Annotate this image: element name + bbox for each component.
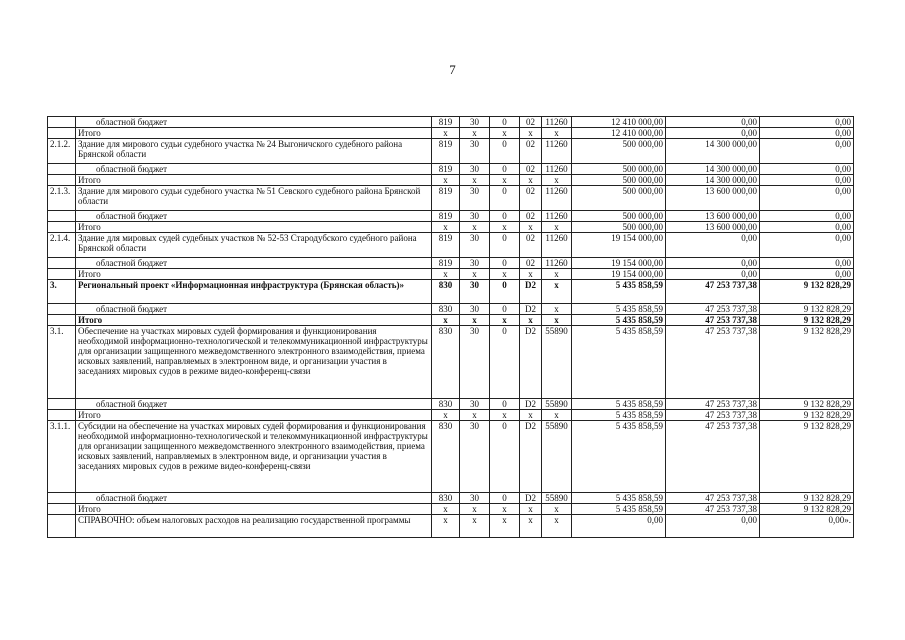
row-name-cell: Здание для мирового судьи судебного участка № 24 Выгоничского судебного района Брянской области [76, 139, 432, 164]
code-project-cell: х [520, 515, 542, 538]
code-section-cell: 30 [460, 280, 490, 304]
year2-amount-cell: 47 253 737,38 [666, 280, 760, 304]
row-name-cell: СПРАВОЧНО: объем налоговых расходов на реализацию государственной программы [76, 515, 432, 538]
code-direction-cell: х [542, 515, 572, 538]
code-subsection-cell: 0 [490, 139, 520, 164]
year3-amount-cell: 0,00 [760, 269, 854, 280]
year2-amount-cell: 47 253 737,38 [666, 410, 760, 421]
code-subsection-cell: х [490, 410, 520, 421]
year3-amount-cell: 0,00 [760, 175, 854, 186]
row-number-cell [48, 315, 76, 326]
table-row [48, 128, 854, 139]
row-number-cell [48, 128, 76, 139]
code-project-cell: 02 [520, 233, 542, 258]
table-row [48, 258, 854, 269]
row-number-cell [48, 304, 76, 315]
code-gp-cell: 819 [432, 117, 460, 128]
code-subsection-cell: х [490, 504, 520, 515]
year3-amount-cell: 9 132 828,29 [760, 493, 854, 504]
code-section-cell: х [460, 222, 490, 233]
row-name-cell: областной бюджет [76, 399, 432, 410]
code-direction-cell: х [542, 410, 572, 421]
code-section-cell: 30 [460, 139, 490, 164]
code-direction-cell: 11260 [542, 233, 572, 258]
table-row [48, 515, 854, 538]
row-name-cell: Итого [76, 128, 432, 139]
table-row [48, 186, 854, 211]
code-section-cell: х [460, 269, 490, 280]
code-subsection-cell: 0 [490, 164, 520, 175]
code-section-cell: 30 [460, 211, 490, 222]
code-project-cell: D2 [520, 399, 542, 410]
code-section-cell: 30 [460, 186, 490, 211]
year1-amount-cell: 500 000,00 [572, 164, 666, 175]
code-section-cell: х [460, 410, 490, 421]
code-subsection-cell: 0 [490, 211, 520, 222]
year2-amount-cell: 14 300 000,00 [666, 175, 760, 186]
year1-amount-cell: 5 435 858,59 [572, 280, 666, 304]
row-number-cell [48, 258, 76, 269]
year1-amount-cell: 500 000,00 [572, 175, 666, 186]
code-gp-cell: 830 [432, 304, 460, 315]
code-direction-cell: х [542, 128, 572, 139]
year3-amount-cell: 9 132 828,29 [760, 326, 854, 399]
code-subsection-cell: х [490, 222, 520, 233]
code-section-cell: 30 [460, 164, 490, 175]
table-row [48, 117, 854, 128]
code-project-cell: х [520, 315, 542, 326]
code-gp-cell: 819 [432, 164, 460, 175]
code-section-cell: х [460, 175, 490, 186]
year2-amount-cell: 0,00 [666, 128, 760, 139]
code-gp-cell: х [432, 222, 460, 233]
year1-amount-cell: 12 410 000,00 [572, 117, 666, 128]
row-name-cell: Итого [76, 410, 432, 421]
code-project-cell: х [520, 175, 542, 186]
code-direction-cell: х [542, 304, 572, 315]
code-section-cell: 30 [460, 258, 490, 269]
code-gp-cell: х [432, 410, 460, 421]
code-direction-cell: 11260 [542, 258, 572, 269]
code-project-cell: D2 [520, 280, 542, 304]
row-name-cell: Здание для мирового судьи судебного участка № 51 Севского судебного района Брянской области [76, 186, 432, 211]
row-name-cell: Итого [76, 504, 432, 515]
code-gp-cell: х [432, 315, 460, 326]
code-gp-cell: х [432, 128, 460, 139]
code-project-cell: 02 [520, 164, 542, 175]
year2-amount-cell: 14 300 000,00 [666, 164, 760, 175]
table-row [48, 493, 854, 504]
year2-amount-cell: 47 253 737,38 [666, 399, 760, 410]
row-number-cell: 2.1.3. [48, 186, 76, 211]
row-name-cell: областной бюджет [76, 493, 432, 504]
row-number-cell [48, 117, 76, 128]
page-number: 7 [449, 62, 456, 77]
year1-amount-cell: 5 435 858,59 [572, 504, 666, 515]
code-section-cell: 30 [460, 493, 490, 504]
table-row [48, 211, 854, 222]
code-section-cell: х [460, 515, 490, 538]
year2-amount-cell: 47 253 737,38 [666, 315, 760, 326]
code-subsection-cell: 0 [490, 258, 520, 269]
code-direction-cell: 11260 [542, 139, 572, 164]
code-gp-cell: 819 [432, 233, 460, 258]
code-subsection-cell: 0 [490, 326, 520, 399]
code-gp-cell: 830 [432, 493, 460, 504]
row-name-cell: Итого [76, 315, 432, 326]
year1-amount-cell: 19 154 000,00 [572, 269, 666, 280]
code-direction-cell: х [542, 504, 572, 515]
table-row [48, 222, 854, 233]
code-project-cell: х [520, 410, 542, 421]
code-gp-cell: 819 [432, 211, 460, 222]
year1-amount-cell: 5 435 858,59 [572, 315, 666, 326]
code-gp-cell: 830 [432, 421, 460, 493]
year1-amount-cell: 500 000,00 [572, 139, 666, 164]
year3-amount-cell: 0,00 [760, 211, 854, 222]
year1-amount-cell: 500 000,00 [572, 211, 666, 222]
row-name-cell: областной бюджет [76, 258, 432, 269]
year2-amount-cell: 47 253 737,38 [666, 493, 760, 504]
table-row [48, 280, 854, 304]
code-subsection-cell: х [490, 128, 520, 139]
code-direction-cell: х [542, 280, 572, 304]
year2-amount-cell: 47 253 737,38 [666, 421, 760, 493]
row-number-cell [48, 504, 76, 515]
code-project-cell: 02 [520, 117, 542, 128]
row-number-cell: 3.1. [48, 326, 76, 399]
year3-amount-cell: 0,00 [760, 186, 854, 211]
code-subsection-cell: х [490, 269, 520, 280]
year3-amount-cell: 0,00 [760, 233, 854, 258]
row-name-cell: Итого [76, 175, 432, 186]
code-subsection-cell: х [490, 175, 520, 186]
row-name-cell: областной бюджет [76, 164, 432, 175]
code-section-cell: 30 [460, 421, 490, 493]
row-name-cell: областной бюджет [76, 117, 432, 128]
year3-amount-cell: 0,00 [760, 139, 854, 164]
table-row [48, 175, 854, 186]
code-direction-cell: х [542, 175, 572, 186]
code-direction-cell: 11260 [542, 164, 572, 175]
year3-amount-cell: 9 132 828,29 [760, 504, 854, 515]
code-section-cell: х [460, 315, 490, 326]
code-gp-cell: х [432, 175, 460, 186]
row-number-cell: 2.1.4. [48, 233, 76, 258]
table-row [48, 304, 854, 315]
row-name-cell: Субсидии на обеспечение на участках мировых судей формирования и функционирования необходимой информационно-технологической и телекоммуникационной инфраструктуры для организации защищенного межведомственного электронного взаимодействия, приема исковых заявлений, направляемых в электронном виде, и организации участия в заседаниях мировых судов в режиме видео-конференц-связи [76, 421, 432, 493]
year1-amount-cell: 19 154 000,00 [572, 258, 666, 269]
year2-amount-cell: 0,00 [666, 117, 760, 128]
code-gp-cell: х [432, 515, 460, 538]
year3-amount-cell: 0,00». [760, 515, 854, 538]
year3-amount-cell: 9 132 828,29 [760, 399, 854, 410]
code-subsection-cell: 0 [490, 304, 520, 315]
code-section-cell: х [460, 128, 490, 139]
row-number-cell [48, 399, 76, 410]
code-direction-cell: 55890 [542, 493, 572, 504]
code-subsection-cell: 0 [490, 186, 520, 211]
table-row [48, 326, 854, 399]
table-row [48, 315, 854, 326]
row-name-cell: Региональный проект «Информационная инфраструктура (Брянская область)» [76, 280, 432, 304]
year2-amount-cell: 47 253 737,38 [666, 326, 760, 399]
code-gp-cell: х [432, 504, 460, 515]
table-row [48, 164, 854, 175]
table-row [48, 139, 854, 164]
budget-table [47, 116, 854, 538]
table-row [48, 233, 854, 258]
year1-amount-cell: 5 435 858,59 [572, 410, 666, 421]
year2-amount-cell: 13 600 000,00 [666, 211, 760, 222]
year1-amount-cell: 5 435 858,59 [572, 493, 666, 504]
year2-amount-cell: 0,00 [666, 258, 760, 269]
row-name-cell: Обеспечение на участках мировых судей формирования и функционирования необходимой информационно-технологической и телекоммуникационной инфраструктуры для организации защищенного межведомственного электронного взаимодействия, приема исковых заявлений, направляемых в электронном виде, и организации участия в заседаниях мировых судов в режиме видео-конференц-связи [76, 326, 432, 399]
year1-amount-cell: 19 154 000,00 [572, 233, 666, 258]
row-name-cell: Итого [76, 269, 432, 280]
code-gp-cell: 819 [432, 139, 460, 164]
code-subsection-cell: х [490, 515, 520, 538]
code-direction-cell: х [542, 269, 572, 280]
year1-amount-cell: 5 435 858,59 [572, 399, 666, 410]
code-project-cell: 02 [520, 139, 542, 164]
code-direction-cell: х [542, 222, 572, 233]
table-row [48, 410, 854, 421]
code-project-cell: х [520, 222, 542, 233]
code-section-cell: 30 [460, 326, 490, 399]
row-name-cell: областной бюджет [76, 304, 432, 315]
year1-amount-cell: 500 000,00 [572, 186, 666, 211]
year2-amount-cell: 0,00 [666, 269, 760, 280]
code-direction-cell: 55890 [542, 399, 572, 410]
row-number-cell [48, 164, 76, 175]
code-subsection-cell: х [490, 315, 520, 326]
row-number-cell [48, 410, 76, 421]
row-name-cell: областной бюджет [76, 211, 432, 222]
row-number-cell: 3. [48, 280, 76, 304]
year1-amount-cell: 500 000,00 [572, 222, 666, 233]
table-row [48, 504, 854, 515]
code-gp-cell: 819 [432, 258, 460, 269]
code-section-cell: х [460, 504, 490, 515]
row-number-cell [48, 222, 76, 233]
row-number-cell [48, 211, 76, 222]
code-section-cell: 30 [460, 399, 490, 410]
code-section-cell: 30 [460, 304, 490, 315]
year3-amount-cell: 9 132 828,29 [760, 304, 854, 315]
table-row [48, 399, 854, 410]
year1-amount-cell: 5 435 858,59 [572, 304, 666, 315]
row-number-cell [48, 175, 76, 186]
code-project-cell: 02 [520, 211, 542, 222]
year1-amount-cell: 5 435 858,59 [572, 421, 666, 493]
year1-amount-cell: 12 410 000,00 [572, 128, 666, 139]
year3-amount-cell: 9 132 828,29 [760, 280, 854, 304]
year3-amount-cell: 0,00 [760, 164, 854, 175]
code-gp-cell: х [432, 269, 460, 280]
year2-amount-cell: 47 253 737,38 [666, 304, 760, 315]
code-section-cell: 30 [460, 117, 490, 128]
code-project-cell: D2 [520, 421, 542, 493]
code-project-cell: D2 [520, 493, 542, 504]
code-subsection-cell: 0 [490, 493, 520, 504]
code-project-cell: х [520, 504, 542, 515]
year1-amount-cell: 0,00 [572, 515, 666, 538]
row-number-cell: 2.1.2. [48, 139, 76, 164]
row-number-cell: 3.1.1. [48, 421, 76, 493]
code-subsection-cell: 0 [490, 280, 520, 304]
year3-amount-cell: 0,00 [760, 258, 854, 269]
code-gp-cell: 819 [432, 186, 460, 211]
table-body [48, 117, 854, 538]
row-number-cell [48, 493, 76, 504]
code-subsection-cell: 0 [490, 399, 520, 410]
year3-amount-cell: 9 132 828,29 [760, 315, 854, 326]
code-direction-cell: 11260 [542, 186, 572, 211]
row-number-cell [48, 515, 76, 538]
code-direction-cell: х [542, 315, 572, 326]
year2-amount-cell: 0,00 [666, 515, 760, 538]
table-row [48, 269, 854, 280]
year2-amount-cell: 13 600 000,00 [666, 222, 760, 233]
code-project-cell: 02 [520, 186, 542, 211]
code-direction-cell: 55890 [542, 421, 572, 493]
code-project-cell: 02 [520, 258, 542, 269]
code-section-cell: 30 [460, 233, 490, 258]
year2-amount-cell: 13 600 000,00 [666, 186, 760, 211]
code-gp-cell: 830 [432, 280, 460, 304]
code-direction-cell: 11260 [542, 211, 572, 222]
row-name-cell: Здание для мировых судей судебных участков № 52-53 Стародубского судебного района Брянской области [76, 233, 432, 258]
code-project-cell: х [520, 128, 542, 139]
code-direction-cell: 55890 [542, 326, 572, 399]
year2-amount-cell: 47 253 737,38 [666, 504, 760, 515]
year2-amount-cell: 14 300 000,00 [666, 139, 760, 164]
code-subsection-cell: 0 [490, 117, 520, 128]
row-number-cell [48, 269, 76, 280]
table-row [48, 421, 854, 493]
year3-amount-cell: 0,00 [760, 128, 854, 139]
code-direction-cell: 11260 [542, 117, 572, 128]
year1-amount-cell: 5 435 858,59 [572, 326, 666, 399]
year3-amount-cell: 0,00 [760, 117, 854, 128]
year2-amount-cell: 0,00 [666, 233, 760, 258]
year3-amount-cell: 9 132 828,29 [760, 410, 854, 421]
code-subsection-cell: 0 [490, 233, 520, 258]
code-project-cell: D2 [520, 326, 542, 399]
year3-amount-cell: 9 132 828,29 [760, 421, 854, 493]
year3-amount-cell: 0,00 [760, 222, 854, 233]
code-project-cell: х [520, 269, 542, 280]
row-name-cell: Итого [76, 222, 432, 233]
code-subsection-cell: 0 [490, 421, 520, 493]
code-project-cell: D2 [520, 304, 542, 315]
code-gp-cell: 830 [432, 326, 460, 399]
code-gp-cell: 830 [432, 399, 460, 410]
